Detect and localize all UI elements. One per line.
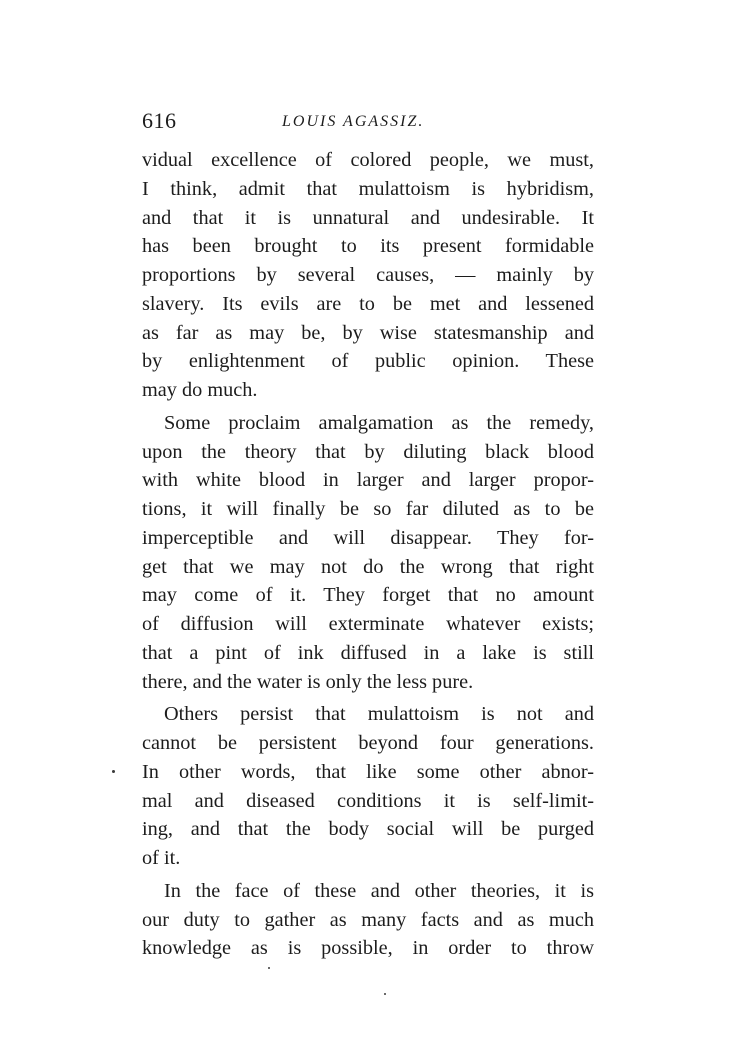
text-line: In other words, that like some other abnor- [142,760,594,783]
text-line: proportions by several causes, — mainly by [142,264,594,286]
paragraph-3 [142,700,594,873]
text-line: as far as may be, by wise statesmanship and [142,321,594,344]
text-line: tions, it will finally be so far diluted as to be [142,498,594,520]
paragraph-4 [142,877,594,963]
text-line: there, and the water is only the less pure. [142,670,474,693]
text-line: mal and diseased conditions it is self-limit- [142,789,594,812]
paragraph-2 [142,409,594,697]
text-line: has been brought to its present formidable [142,235,594,258]
text-line: imperceptible and will disappear. They for- [142,526,594,549]
text-line: Some proclaim amalgamation as the remedy, [164,411,594,434]
text-line: that a pint of ink diffused in a lake is still [142,641,594,664]
text-line: ing, and that the body social will be purged [142,818,594,841]
text-line: by enlightenment of public opinion. These [142,350,594,373]
text-line: vidual excellence of colored people, we must, [142,149,594,171]
text-line: In the face of these and other theories, it is [164,879,594,902]
body-text [142,146,594,963]
text-line: knowledge as is possible, in order to throw [142,937,594,960]
text-line: slavery. Its evils are to be met and lessened [142,292,594,315]
paragraph-1 [142,146,594,405]
running-title: LOUIS AGASSIZ. [282,113,425,130]
ink-speck [384,993,386,995]
text-line: may come of it. They forget that no amount [142,584,594,607]
running-head [142,106,594,136]
text-line: cannot be persistent beyond four generations. [142,732,594,754]
page-number: 616 [142,108,177,133]
text-line: Others persist that mulattoism is not and [164,703,594,726]
text-line: upon the theory that by diluting black blood [142,440,594,463]
text-line: of it. [142,847,181,869]
text-line: get that we may not do the wrong that right [142,555,594,578]
text-line: with white blood in larger and larger propor- [142,469,594,492]
text-line: of diffusion will exterminate whatever exists; [142,613,594,635]
text-line: I think, admit that mulattoism is hybridism, [142,177,594,200]
text-line: our duty to gather as many facts and as much [142,908,594,931]
ink-speck [112,770,115,773]
text-line: may do much. [142,379,258,401]
text-line: and that it is unnatural and undesirable. It [142,206,594,229]
ink-speck [268,967,270,969]
